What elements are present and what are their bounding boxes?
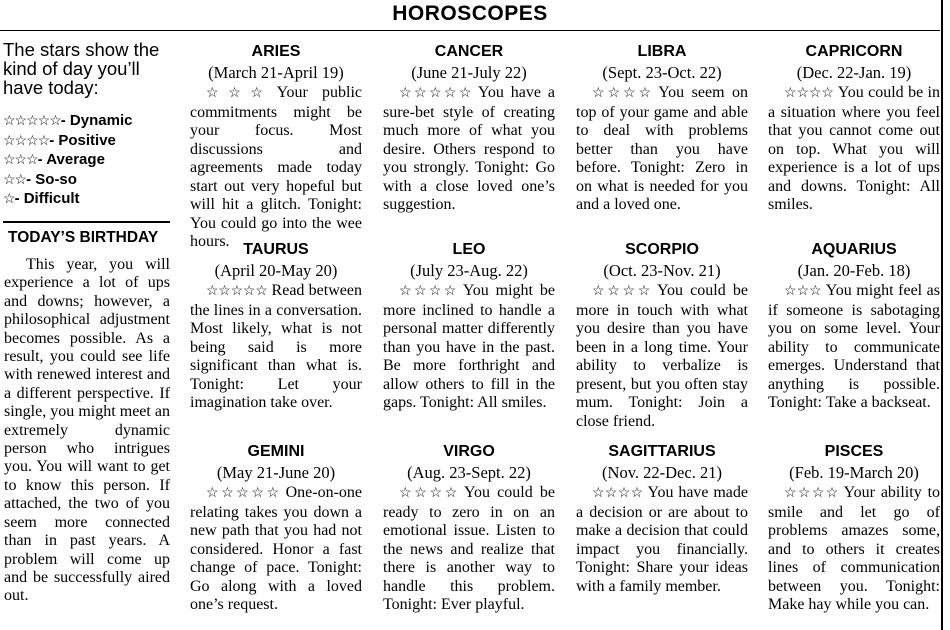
- star-legend: [0, 111, 172, 209]
- sign-dates: (July 23-Aug. 22): [410, 261, 528, 280]
- sign-text: [576, 484, 748, 596]
- legend-row: [3, 111, 172, 131]
- sign-text: [768, 84, 940, 215]
- star-icon: ☆☆: [3, 170, 27, 187]
- sign-name: SAGITTARIUS: [608, 443, 716, 460]
- star-icon: ☆☆☆: [206, 86, 273, 101]
- legend-label: - Difficult: [14, 190, 80, 207]
- star-icon: ☆☆☆☆☆: [3, 112, 61, 128]
- sign-forecast: You could be in a situation where you feel that you cannot come out on top. What you will experience is a lot of ups and downs. Tonight: All smiles.: [768, 84, 941, 213]
- sign-cancer: [383, 42, 555, 215]
- birthday-text: This year, you will experience a lot of ups and downs; however, a philosophical adjustment becomes possible. As a result, you could see life with renewed interest and a different perspective. If single, you might meet an extremely dynamic person who intrigues you. You will want to get to know this person. If attached, the two of you seem more connected than in past years. A problem will come up and be successfully aired out.: [4, 256, 170, 605]
- sign-forecast: One-on-one relating takes you down a new path that you had not considered. Honor a fast change of pace. Tonight: Go along with a loved one’s request.: [190, 484, 362, 613]
- sign-forecast: You might feel as if someone is sabotaging you on some level. Your ability to communicate emerges. Understand that anything is possible. Tonight: Take a backseat.: [768, 282, 941, 411]
- sign-dates: (May 21-June 20): [216, 463, 336, 482]
- star-icon: ☆☆☆☆: [592, 284, 653, 299]
- legend-row: [3, 189, 172, 209]
- legend-row: [3, 150, 172, 170]
- page-title: HOROSCOPES: [392, 2, 548, 25]
- sign-forecast: Read between the lines in a conversation. Most likely, what is not being said is more significant than what is. Tonight: Let your imagination take over.: [190, 282, 362, 411]
- sign-aries: [190, 42, 362, 252]
- star-icon: ☆☆☆☆☆: [399, 86, 474, 101]
- legend-label: - So-so: [26, 170, 77, 188]
- sign-name: GEMINI: [247, 443, 305, 460]
- sign-text: [576, 282, 748, 431]
- sign-name: CANCER: [434, 43, 504, 60]
- star-icon: ☆☆☆☆: [399, 284, 459, 299]
- legend-label: - Positive: [49, 131, 116, 149]
- sign-forecast: Your ability to smile and let go of problems amazes some, and to others it creates lines of communication between you. Tonight: Make hay while you can.: [768, 484, 941, 613]
- sign-text: [190, 484, 362, 615]
- star-icon: ☆☆☆☆: [592, 486, 644, 501]
- sign-libra: [576, 42, 748, 215]
- sign-forecast: You could be more in touch with what you desire than you have been in a long time. Your ability to verbalize is present, but you often stay mum. Tonight: Join a close friend.: [576, 282, 748, 430]
- legend-row: [3, 170, 172, 190]
- sign-sagittarius: [576, 442, 748, 596]
- legend-label: - Average: [37, 151, 105, 168]
- sign-text: [768, 282, 940, 413]
- sign-dates: (Nov. 22-Dec. 21): [602, 463, 722, 482]
- sign-pisces: [768, 442, 940, 615]
- sign-scorpio: [576, 240, 748, 431]
- sign-forecast: You could be ready to zero in on an emotional issue. Listen to the news and realize that there is another way to handle this problem. Tonight: Ever playful.: [383, 484, 555, 613]
- birthday-divider: [3, 221, 170, 223]
- sign-taurus: [190, 240, 362, 413]
- column-rule: [941, 0, 943, 630]
- sign-forecast: You have made a decision or are about to make a decision that could impact you financially. Tonight: Share your ideas with a family member.: [576, 484, 748, 595]
- sign-dates: (Aug. 23-Sept. 22): [407, 463, 531, 482]
- star-icon: ☆☆☆☆: [592, 86, 655, 101]
- sign-forecast: Your public commitments might be your focus. Most discussions and agreements made today start out very hopeful but will hit a glitch. Tonight: You could go into the wee hours.: [190, 84, 362, 250]
- sign-leo: [383, 240, 555, 413]
- star-icon: ☆: [3, 190, 15, 206]
- sign-dates: (April 20-May 20): [214, 261, 338, 280]
- legend-row: [3, 131, 172, 151]
- sign-text: [383, 484, 555, 615]
- sign-name: LEO: [452, 241, 486, 258]
- star-icon: ☆☆☆☆: [784, 486, 840, 501]
- sign-name: TAURUS: [243, 241, 309, 258]
- sign-capricorn: [768, 42, 940, 215]
- sign-dates: (Jan. 20-Feb. 18): [797, 261, 911, 280]
- star-icon: ☆☆☆☆☆: [206, 486, 282, 501]
- sign-virgo: [383, 442, 555, 615]
- sign-text: [190, 84, 362, 252]
- sign-name: SCORPIO: [625, 241, 699, 258]
- sign-text: [576, 84, 748, 215]
- sign-dates: (Feb. 19-March 20): [789, 463, 919, 482]
- sign-name: VIRGO: [443, 443, 495, 460]
- sign-text: [383, 84, 555, 215]
- sign-text: [383, 282, 555, 413]
- sign-dates: (Oct. 23-Nov. 21): [603, 261, 721, 280]
- sign-forecast: You have a sure-bet style of creating much more of what you desire. Others respond to you strongly. Tonight: Go with a close loved one’s suggestion.: [383, 84, 555, 213]
- sign-aquarius: [768, 240, 940, 413]
- sign-dates: (Dec. 22-Jan. 19): [796, 63, 912, 82]
- star-icon: ☆☆☆☆: [784, 86, 834, 101]
- sign-gemini: [190, 442, 362, 615]
- sign-dates: (June 21-July 22): [411, 63, 527, 82]
- sign-name: PISCES: [824, 443, 884, 460]
- star-icon: ☆☆☆: [784, 284, 822, 299]
- legend-intro: The stars show the kind of day you’ll have today:: [3, 39, 160, 98]
- star-icon: ☆☆☆☆: [399, 486, 460, 501]
- legend-column: [0, 40, 172, 209]
- sign-forecast: You might be more inclined to handle a personal matter differently than you have in the past. Be more forthright and allow others to fill in the gaps. Tonight: All smiles.: [383, 282, 556, 411]
- sign-forecast: You seem on top of your game and able to deal with problems better than you have before. Tonight: Zero in on what is needed for you and a loved one.: [576, 84, 749, 213]
- sign-dates: (Sept. 23-Oct. 22): [602, 63, 722, 82]
- star-icon: ☆☆☆☆☆: [206, 284, 268, 299]
- star-icon: ☆☆☆: [3, 151, 38, 167]
- legend-label: - Dynamic: [60, 112, 133, 129]
- sign-name: AQUARIUS: [811, 241, 897, 258]
- sign-text: [768, 484, 940, 615]
- header: [0, 0, 940, 31]
- birthday-heading: TODAY’S BIRTHDAY: [8, 229, 159, 246]
- sign-text: [190, 282, 362, 413]
- sign-name: ARIES: [251, 43, 301, 60]
- sign-name: LIBRA: [637, 43, 687, 60]
- sign-name: CAPRICORN: [805, 43, 903, 60]
- star-icon: ☆☆☆☆: [3, 131, 50, 148]
- sign-dates: (March 21-April 19): [208, 63, 344, 82]
